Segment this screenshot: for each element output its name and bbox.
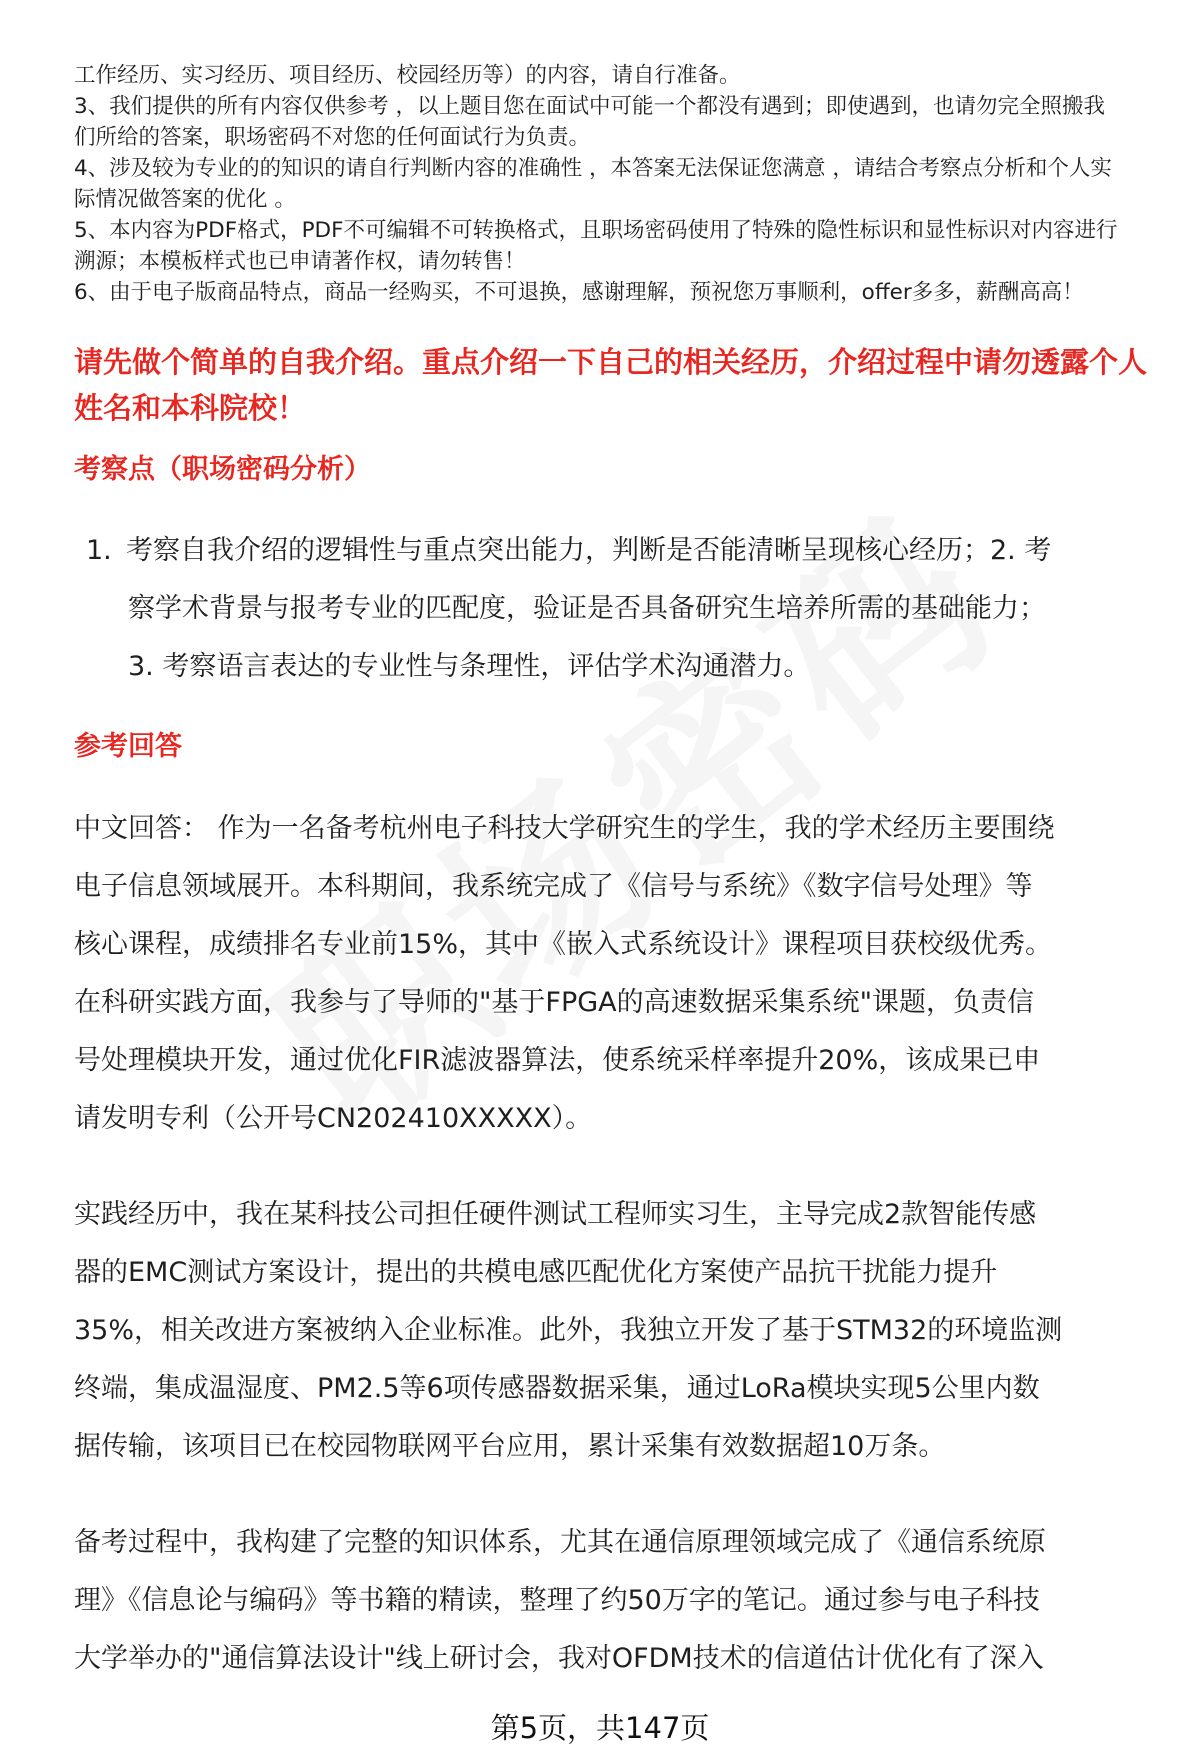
list-number: 1. [86,535,112,566]
answer-line: 中文回答： 作为一名备考杭州电子科技大学研究生的学生，我的学术经历主要围绕 [74,813,1055,844]
answer-line: 35%，相关改进方案被纳入企业标准。此外，我独立开发了基于STM32的环境监测 [74,1315,1063,1346]
analysis-line: 察学术背景与报考专业的匹配度，验证是否具备研究生培养所需的基础能力； [128,593,1046,624]
answer-paragraph-1 [74,800,1164,1148]
list-item [86,522,1146,696]
notes-block [74,60,1164,308]
answer-paragraph-2 [74,1186,1164,1476]
answer-line: 据传输，该项目已在校园物联网平台应用，累计采集有效数据超10万条。 [74,1431,946,1462]
answer-line: 实践经历中，我在某科技公司担任硬件测试工程师实习生，主导完成2款智能传感 [74,1199,1037,1230]
note-line: 工作经历、实习经历、项目经历、校园经历等）的内容，请自行准备。 [74,63,741,88]
answer-line: 理》《信息论与编码》等书籍的精读，整理了约50万字的笔记。通过参与电子科技 [74,1585,1040,1616]
analysis-list [86,522,1146,696]
answer-line: 请发明专利（公开号CN202410XXXXX）。 [74,1103,593,1134]
analysis-line: 3. 考察语言表达的专业性与条理性，评估学术沟通潜力。 [128,651,811,682]
interview-question: 请先做个简单的自我介绍。重点介绍一下自己的相关经历，介绍过程中请勿透露个人姓名和本科院校！ [74,345,1148,425]
note-line: 际情况做答案的优化 。 [74,187,296,212]
analysis-heading: 考察点（职场密码分析） [74,454,371,485]
answer-line: 终端，集成温湿度、PM2.5等6项传感器数据采集，通过LoRa模块实现5公里内数 [74,1373,1040,1404]
note-line: 3、我们提供的所有内容仅供参考 ，以上题目您在面试中可能一个都没有遇到；即使遇到，也请勿完全照搬我 [74,94,1106,119]
answer-line: 器的EMC测试方案设计，提出的共模电感匹配优化方案使产品抗干扰能力提升 [74,1257,998,1288]
note-line: 6、由于电子版商品特点，商品一经购买，不可退换，感谢理解，预祝您万事顺利，offer多多，薪酬高高！ [74,280,1084,305]
note-line: 溯源；本模板样式也已申请著作权，请勿转售！ [74,249,526,274]
answer-line: 核心课程，成绩排名专业前15%，其中《嵌入式系统设计》课程项目获校级优秀。 [74,929,1053,960]
answer-paragraph-3 [74,1514,1164,1688]
note-line: 5、本内容为PDF格式，PDF不可编辑不可转换格式，且职场密码使用了特殊的隐性标识和显性标识对内容进行 [74,218,1118,243]
answer-line: 电子信息领域展开。本科期间，我系统完成了《信号与系统》《数字信号处理》等 [74,871,1033,902]
answer-line: 大学举办的"通信算法设计"线上研讨会，我对OFDM技术的信道估计优化有了深入 [74,1643,1044,1674]
answer-line: 备考过程中，我构建了完整的知识体系，尤其在通信原理领域完成了《通信系统原 [74,1527,1046,1558]
page-number-footer: 第5页，共147页 [490,1711,710,1745]
answer-heading: 参考回答 [74,731,182,762]
answer-line: 号处理模块开发，通过优化FIR滤波器算法，使系统采样率提升20%，该成果已申 [74,1045,1041,1076]
analysis-line: 考察自我介绍的逻辑性与重点突出能力，判断是否能清晰呈现核心经历；2. 考 [126,535,1052,566]
answer-line: 在科研实践方面，我参与了导师的"基于FPGA的高速数据采集系统"课题，负责信 [74,987,1035,1018]
note-line: 们所给的答案，职场密码不对您的任何面试行为负责。 [74,125,591,150]
note-line: 4、涉及较为专业的的知识的请自行判断内容的准确性 ，本答案无法保证您满意 ，请结合考察点分析和个人实 [74,156,1112,181]
